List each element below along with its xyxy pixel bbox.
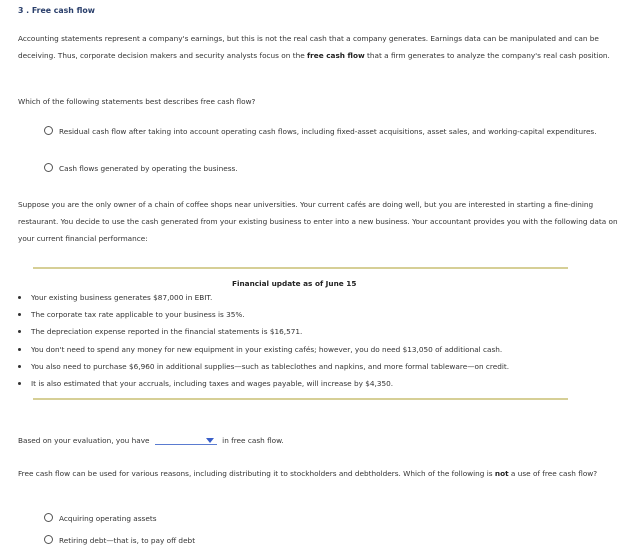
intro-paragraph [18,30,626,64]
intro-text: Accounting statements represent a company's earnings, but this is not the real cash that a company generates. Earnings data can be manipulated and can be deceiving. Thus, corporate decision makers and security analysts focus on the [18,34,599,60]
evaluation-text-end: in free cash flow. [222,436,284,445]
bottom-divider [33,398,568,400]
radio-button[interactable] [44,535,53,544]
q2-prompt-bold: not [494,469,509,478]
q1-option-1[interactable] [44,123,604,140]
q2-option-2-label: Retiring debt—that is, to pay off debt [59,536,196,545]
free-cash-flow-dropdown[interactable] [155,435,217,445]
q2-option-1-label: Acquiring operating assets [59,514,157,523]
top-divider [33,267,568,269]
scenario-paragraph: Suppose you are the only owner of a chain of coffee shops near universities. Your current cafés are doing well, but you are interested in starting a fine-dining restaurant. You decide to use the cash generated from your existing business to enter into a new business. Your accountant provides you with the following data on your current financial performance: [18,200,618,243]
q2-option-1[interactable] [44,510,157,527]
radio-button[interactable] [44,126,53,135]
bullet-tax-rate: The corporate tax rate applicable to your business is 35%. [18,306,509,323]
q2-prompt-text: Free cash flow can be used for various reasons, including distributing it to stockholders and debtholders. Which of the following is [18,469,495,478]
evaluation-text: Based on your evaluation, you have [18,436,150,445]
q1-option-2[interactable] [44,160,238,177]
intro-text-end: that a firm generates to analyze the company's real cash position. [364,51,610,60]
q1-option-1-label: Residual cash flow after taking into account operating cash flows, including fixed-asset acquisitions, asset sales, and working-capital expenditures. [59,127,597,136]
bullet-depreciation: The depreciation expense reported in the financial statements is $16,571. [18,323,509,340]
bullet-accruals: It is also estimated that your accruals, including taxes and wages payable, will increase by $4,350. [18,375,509,392]
financial-update-title: Financial update as of June 15 [232,279,357,288]
q2-option-2[interactable] [44,532,195,549]
chevron-down-icon [206,438,214,443]
q2-prompt-text-end: a use of free cash flow? [508,469,598,478]
bullet-additional-cash: You don't need to spend any money for new equipment in your existing cafés; however, you do need $13,050 of additional cash. [18,341,509,358]
bullet-supplies: You also need to purchase $6,960 in additional supplies—such as tableclothes and napkins, and more formal tableware—on credit. [18,358,509,375]
q1-prompt: Which of the following statements best describes free cash flow? [18,97,256,106]
evaluation-sentence [18,435,284,445]
q2-prompt [18,465,626,482]
radio-button[interactable] [44,163,53,172]
bullet-ebit: Your existing business generates $87,000 in EBIT. [18,289,509,306]
intro-bold-term: free cash flow [307,51,365,60]
financial-bullets [18,289,509,392]
q1-option-2-label: Cash flows generated by operating the business. [59,164,238,173]
radio-button[interactable] [44,513,53,522]
question-title: 3 . Free cash flow [18,6,95,15]
